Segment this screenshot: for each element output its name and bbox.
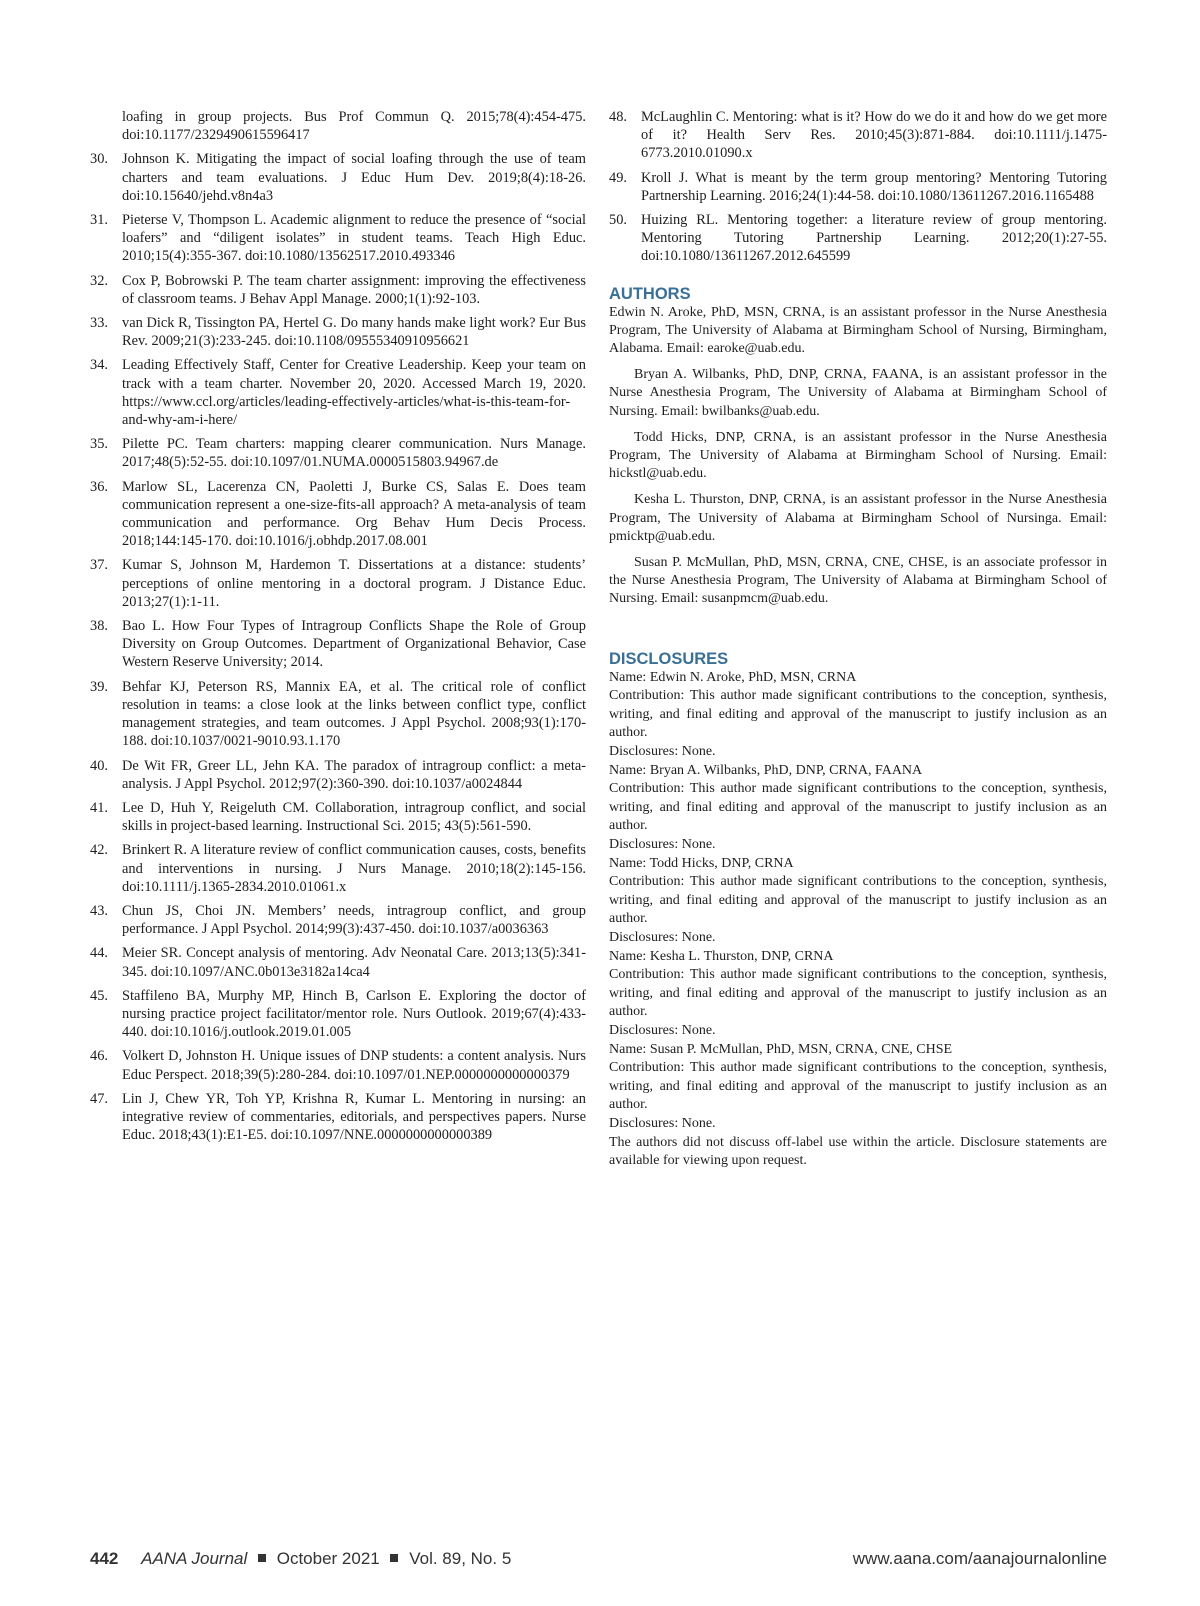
reference-text: van Dick R, Tissington PA, Hertel G. Do many hands make light work? Eur Bus Rev. 2009;21(3):233-245. doi:10.1108/09555340910956621 bbox=[122, 315, 586, 350]
reference-number: 38. bbox=[90, 618, 108, 635]
right-column bbox=[609, 108, 1107, 1171]
separator-square-icon bbox=[390, 1554, 398, 1562]
reference-item bbox=[90, 841, 586, 896]
reference-item bbox=[90, 617, 586, 672]
reference-number: 36. bbox=[90, 478, 108, 495]
volume-issue: Vol. 89, No. 5 bbox=[409, 1549, 512, 1568]
reference-item bbox=[90, 211, 586, 266]
reference-item bbox=[90, 108, 586, 144]
disclosures-heading: DISCLOSURES bbox=[609, 649, 729, 668]
reference-text: Johnson K. Mitigating the impact of social loafing through the use of team charters and team evaluations. J Educ Hum Dev. 2019;8(4):18-26. doi:10.15640/jehd.v8n4a3 bbox=[122, 151, 586, 204]
reference-number: 43. bbox=[90, 902, 108, 919]
reference-text: Lin J, Chew YR, Toh YP, Krishna R, Kumar L. Mentoring in nursing: an integrative review of commentaries, editorials, and perspectives papers. Nurse Educ. 2018;43(1):E1-E5. doi:10.1097/NNE.0000000000000389 bbox=[122, 1090, 586, 1144]
disclosure-contribution: Contribution: This author made significant contributions to the conception, synthesis, writing, and final editing and approval of the manuscript to justify inclusion as an author. bbox=[609, 874, 1107, 927]
disclosure-contribution: Contribution: This author made significant contributions to the conception, synthesis, writing, and final editing and approval of the manuscript to justify inclusion as an author. bbox=[609, 1060, 1107, 1113]
references-right-list bbox=[609, 108, 1107, 266]
reference-number: 30. bbox=[90, 151, 108, 168]
reference-text: Kumar S, Johnson M, Hardemon T. Dissertations at a distance: students’ perceptions of online mentoring in a doctoral program. J Distance Educ. 2013;27(1):1-11. bbox=[122, 557, 586, 610]
reference-item bbox=[90, 799, 586, 835]
reference-text: Volkert D, Johnston H. Unique issues of DNP students: a content analysis. Nurs Educ Perspect. 2018;39(5):280-284. doi:10.1097/01.NEP.0000000000000379 bbox=[122, 1048, 586, 1083]
reference-number: 50. bbox=[609, 212, 627, 229]
reference-number: 49. bbox=[609, 169, 627, 186]
reference-item bbox=[90, 478, 586, 551]
reference-text: Meier SR. Concept analysis of mentoring. Adv Neonatal Care. 2013;13(5):341-345. doi:10.1097/ANC.0b013e3182a14ca4 bbox=[122, 945, 586, 980]
reference-text: Leading Effectively Staff, Center for Creative Leadership. Keep your team on track with a team charter. November 20, 2020. Accessed March 19, 2020. https://www.ccl.org/articles/leading-effectively-articles/what-is-this-team-for-and-why-am-i-here/ bbox=[122, 357, 586, 429]
reference-text: McLaughlin C. Mentoring: what is it? How do we do it and how do we get more of it? Health Serv Res. 2010;45(3):871-884. doi:10.1111/j.1475-6773.2010.01090.x bbox=[641, 109, 1107, 162]
disclosure-disclosure: Disclosures: None. bbox=[609, 837, 716, 853]
reference-text: Staffileno BA, Murphy MP, Hinch B, Carlson E. Exploring the doctor of nursing practice project facilitator/mentor role. Nurs Outlook. 2019;67(4):433-440. doi:10.1016/j.outlook.2019.01.005 bbox=[122, 987, 586, 1041]
reference-number: 42. bbox=[90, 842, 108, 859]
reference-text: Pieterse V, Thompson L. Academic alignment to reduce the presence of “social loafers” and “diligent isolates” in student teams. Teach High Educ. 2010;15(4):355-367. doi:10.1080/13562517.2010.493346 bbox=[122, 212, 586, 265]
disclosure-contribution: Contribution: This author made significant contributions to the conception, synthesis, writing, and final editing and approval of the manuscript to justify inclusion as an author. bbox=[609, 967, 1107, 1020]
reference-text: De Wit FR, Greer LL, Jehn KA. The paradox of intragroup conflict: a meta-analysis. J Appl Psychol. 2012;97(2):360-390. doi:10.1037/a0024844 bbox=[122, 757, 586, 792]
disclosures-section bbox=[609, 669, 1107, 1134]
reference-text: Huizing RL. Mentoring together: a literature review of group mentoring. Mentoring Tutoring Partnership Learning. 2012;20(1):27-55. doi:10.1080/13611267.2012.645599 bbox=[641, 212, 1107, 265]
separator-square-icon bbox=[258, 1554, 266, 1562]
reference-text: Cox P, Bobrowski P. The team charter assignment: improving the effectiveness of classroom teams. J Behav Appl Manage. 2000;1(1):92-103. bbox=[122, 272, 586, 307]
author-bio: Todd Hicks, DNP, CRNA, is an assistant professor in the Nurse Anesthesia Program, The University of Alabama at Birmingham School of Nursing. Email: hickstl@uab.edu. bbox=[609, 429, 1107, 482]
author-bio: Edwin N. Aroke, PhD, MSN, CRNA, is an assistant professor in the Nurse Anesthesia Program, The University of Alabama at Birmingham School of Nursing, Birmingham, Alabama. Email: earoke@uab.edu. bbox=[609, 304, 1107, 357]
reference-text: Behfar KJ, Peterson RS, Mannix EA, et al. The critical role of conflict resolution in teams: a close look at the links between conflict type, conflict management strategies, and team outcomes. J Appl Psychol. 2008;93(1):170-188. doi:10.1037/0021-9010.93.1.170 bbox=[122, 678, 586, 750]
reference-number: 34. bbox=[90, 357, 108, 374]
reference-item bbox=[90, 435, 586, 471]
reference-number: 39. bbox=[90, 678, 108, 695]
disclosure-contribution: Contribution: This author made significant contributions to the conception, synthesis, writing, and final editing and approval of the manuscript to justify inclusion as an author. bbox=[609, 781, 1107, 834]
reference-item bbox=[90, 944, 586, 980]
journal-name: AANA Journal bbox=[141, 1549, 248, 1568]
reference-number: 32. bbox=[90, 272, 108, 289]
reference-text: Brinkert R. A literature review of conflict communication causes, costs, benefits and interventions in nursing. J Nurs Manage. 2010;18(2):145-156. doi:10.1111/j.1365-2834.2010.01061.x bbox=[122, 842, 586, 895]
reference-item bbox=[90, 678, 586, 751]
authors-section bbox=[609, 304, 1107, 609]
reference-text: Chun JS, Choi JN. Members’ needs, intragroup conflict, and group performance. J Appl Psychol. 2014;99(3):437-450. doi:10.1037/a0036363 bbox=[122, 902, 586, 938]
reference-item bbox=[90, 987, 586, 1042]
reference-item bbox=[90, 1090, 586, 1145]
closing-statement: The authors did not discuss off-label use within the article. Disclosure statements are available for viewing upon request. bbox=[609, 1134, 1107, 1169]
issue-date: October 2021 bbox=[276, 1549, 380, 1568]
references-left-column bbox=[90, 108, 586, 1150]
disclosure-name: Name: Kesha L. Thurston, DNP, CRNA bbox=[609, 948, 834, 964]
disclosure-name: Name: Edwin N. Aroke, PhD, MSN, CRNA bbox=[609, 669, 857, 685]
reference-text: Marlow SL, Lacerenza CN, Paoletti J, Burke CS, Salas E. Does team communication represent a one-size-fits-all approach? A meta-analysis of team communication and performance. Org Behav Hum Decis Process. 2018;144:145-170. doi:10.1016/j.obhdp.2017.08.001 bbox=[122, 478, 586, 550]
authors-heading: AUTHORS bbox=[609, 284, 691, 303]
page-number: 442 bbox=[90, 1549, 119, 1568]
disclosure-disclosure: Disclosures: None. bbox=[609, 744, 716, 760]
disclosure-disclosure: Disclosures: None. bbox=[609, 1115, 716, 1131]
reference-item bbox=[90, 757, 586, 793]
reference-number: 44. bbox=[90, 945, 108, 962]
disclosure-name: Name: Bryan A. Wilbanks, PhD, DNP, CRNA, FAANA bbox=[609, 762, 923, 778]
reference-item bbox=[90, 356, 586, 429]
reference-item bbox=[90, 150, 586, 205]
reference-item bbox=[90, 902, 586, 938]
reference-number: 33. bbox=[90, 315, 108, 332]
page-footer bbox=[90, 1549, 1107, 1569]
disclosure-name: Name: Susan P. McMullan, PhD, MSN, CRNA, CNE, CHSE bbox=[609, 1041, 953, 1057]
reference-number: 35. bbox=[90, 436, 108, 453]
journal-url[interactable]: www.aana.com/aanajournalonline bbox=[852, 1549, 1107, 1568]
reference-number: 37. bbox=[90, 557, 108, 574]
reference-text: Bao L. How Four Types of Intragroup Conflicts Shape the Role of Group Diversity on Group Outcomes. Department of Organizational Behavior, Case Western Reserve University; 2014. bbox=[122, 618, 586, 671]
reference-number: 47. bbox=[90, 1090, 108, 1107]
reference-number: 41. bbox=[90, 799, 108, 816]
reference-text: Kroll J. What is meant by the term group mentoring? Mentoring Tutoring Partnership Learning. 2016;24(1):44-58. doi:10.1080/13611267.2016.1165488 bbox=[641, 169, 1107, 204]
disclosure-disclosure: Disclosures: None. bbox=[609, 1022, 716, 1038]
author-bio: Bryan A. Wilbanks, PhD, DNP, CRNA, FAANA, is an assistant professor in the Nurse Anesthesia Program, The University of Alabama at Birmingham School of Nursing. Email: bwilbanks@uab.edu. bbox=[609, 367, 1107, 419]
reference-number: 40. bbox=[90, 757, 108, 774]
reference-text: loafing in group projects. Bus Prof Commun Q. 2015;78(4):454-475. doi:10.1177/2329490615596417 bbox=[122, 109, 586, 144]
disclosure-disclosure: Disclosures: None. bbox=[609, 929, 716, 945]
reference-item bbox=[609, 169, 1107, 205]
author-bio: Susan P. McMullan, PhD, MSN, CRNA, CNE, CHSE, is an associate professor in the Nurse Anesthesia Program, The University of Alabama at Birmingham School of Nursing. Email: susanpmcm@uab.edu. bbox=[609, 555, 1107, 607]
author-bio: Kesha L. Thurston, DNP, CRNA, is an assistant professor in the Nurse Anesthesia Program, The University of Alabama at Birmingham School of Nursinga. Email: pmicktp@uab.edu. bbox=[609, 492, 1107, 544]
reference-item bbox=[90, 272, 586, 308]
reference-item bbox=[90, 556, 586, 611]
reference-number: 48. bbox=[609, 109, 627, 125]
reference-number: 45. bbox=[90, 987, 108, 1004]
reference-text: Pilette PC. Team charters: mapping clearer communication. Nurs Manage. 2017;48(5):52-55. doi:10.1097/01.NUMA.0000515803.94967.de bbox=[122, 436, 586, 471]
reference-item bbox=[609, 108, 1107, 163]
disclosure-name: Name: Todd Hicks, DNP, CRNA bbox=[609, 855, 794, 871]
reference-text: Lee D, Huh Y, Reigeluth CM. Collaboration, intragroup conflict, and social skills in project-based learning. Instructional Sci. 2015; 43(5):561-590. bbox=[122, 799, 586, 835]
reference-item bbox=[90, 314, 586, 350]
reference-item bbox=[609, 211, 1107, 266]
reference-number: 31. bbox=[90, 212, 108, 229]
reference-item bbox=[90, 1047, 586, 1083]
footer-left bbox=[90, 1549, 511, 1569]
disclosure-contribution: Contribution: This author made significant contributions to the conception, synthesis, writing, and final editing and approval of the manuscript to justify inclusion as an author. bbox=[609, 688, 1107, 741]
reference-number: 46. bbox=[90, 1048, 108, 1065]
